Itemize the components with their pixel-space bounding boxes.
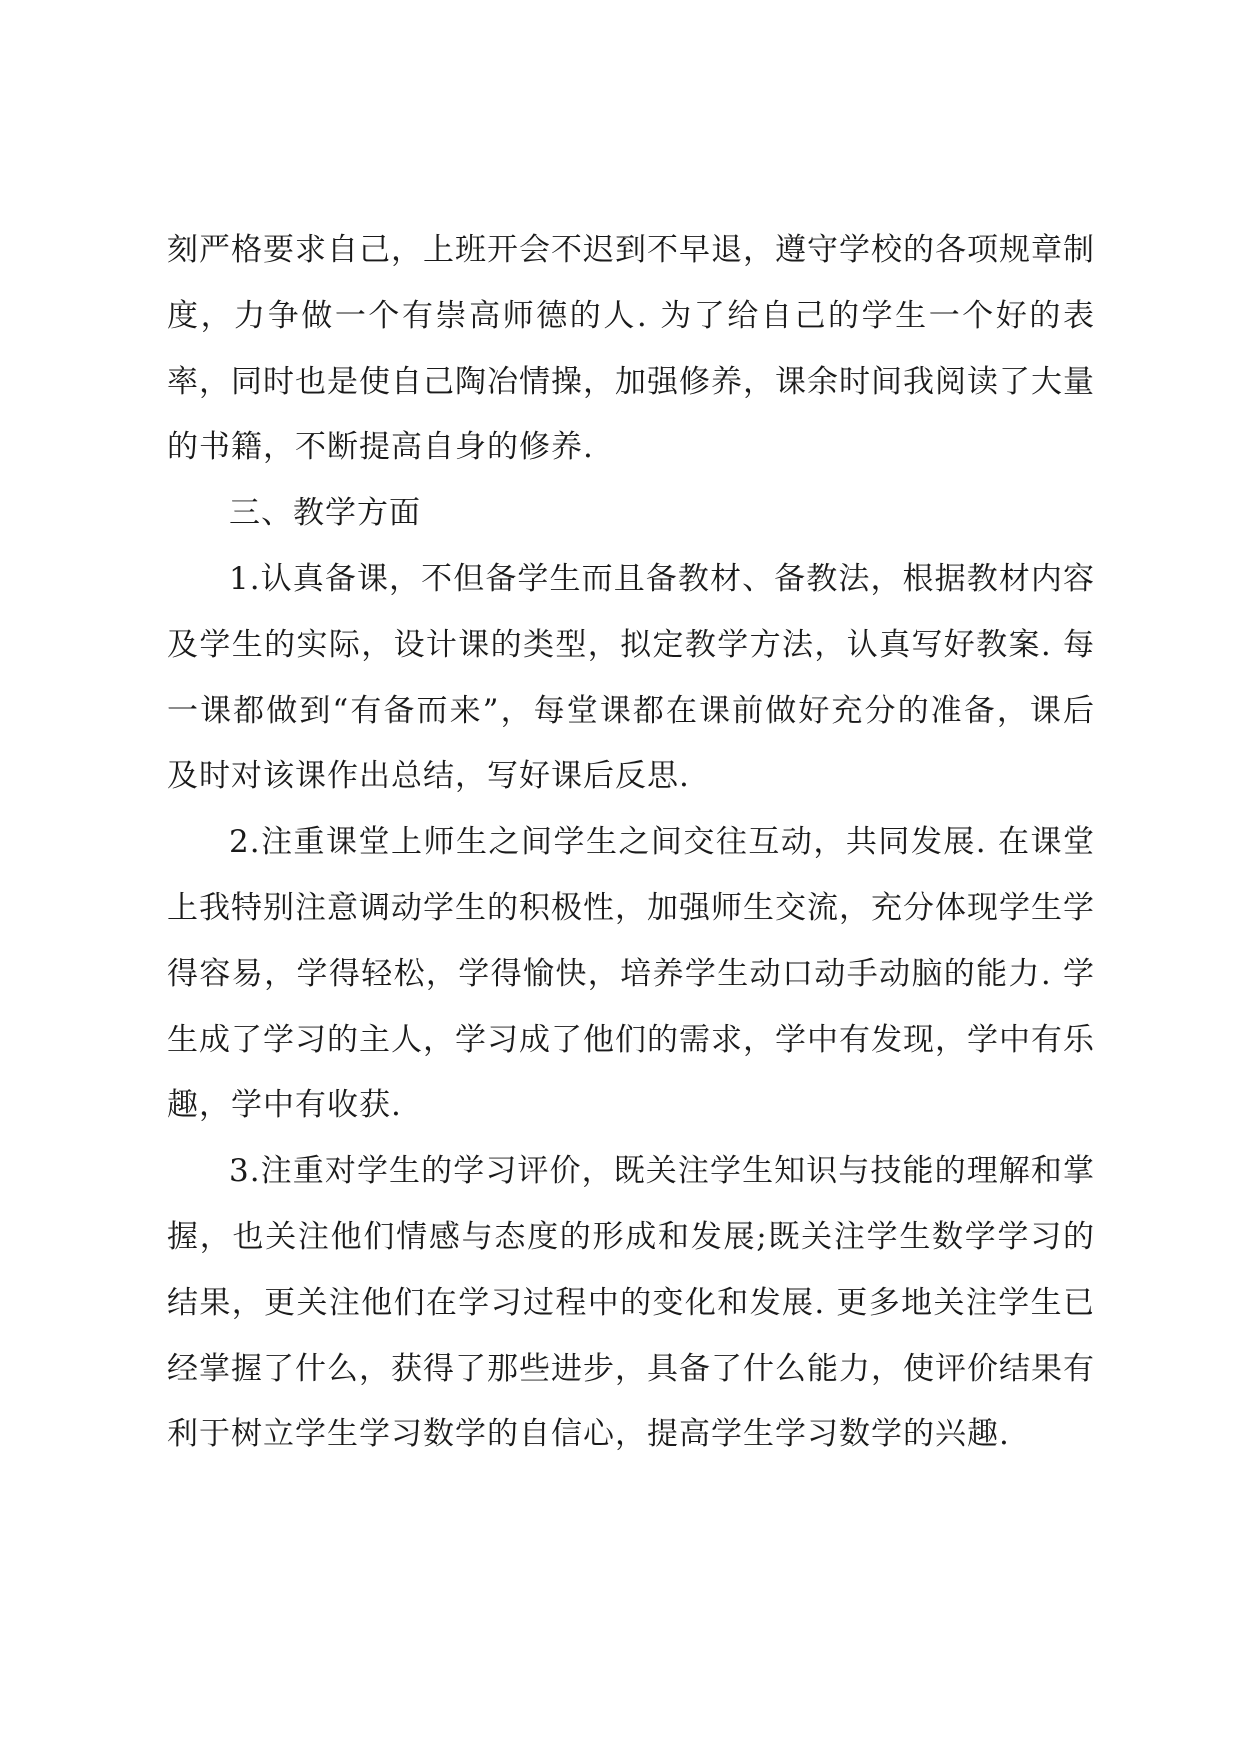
paragraph-item-2: 2.注重课堂上师生之间学生之间交往互动，共同发展. 在课堂上我特别注意调动学生的积极性，加强师生交流，充分体现学生学得容易，学得轻松，学得愉快，培养学生动口动手动脑的能力. 学生成了学习的主人，学习成了他们的需求，学中有发现，学中有乐趣，学中有收获. xyxy=(167,824,1095,1124)
section-heading: 三、教学方面 xyxy=(229,495,421,532)
paragraph-continuation: 刻严格要求自己，上班开会不迟到不早退，遵守学校的各项规章制度，力争做一个有崇高师德的人. 为了给自己的学生一个好的表率，同时也是使自己陶冶情操，加强修养，课余时间我阅读了大量的书籍，不断提高自身的修养. xyxy=(167,232,1095,466)
document-body xyxy=(167,218,1095,1468)
paragraph-item-1: 1.认真备课，不但备学生而且备教材、备教法，根据教材内容及学生的实际，设计课的类型，拟定教学方法，认真写好教案. 每一课都做到“有备而来”，每堂课都在课前做好充分的准备，课后及时对该课作出总结，写好课后反思. xyxy=(167,560,1095,795)
paragraph-item-3: 3.注重对学生的学习评价，既关注学生知识与技能的理解和掌握，也关注他们情感与态度的形成和发展;既关注学生数学学习的结果，更关注他们在学习过程中的变化和发展. 更多地关注学生已经掌握了什么，获得了那些进步，具备了什么能力，使评价结果有利于树立学生学习数学的自信心，提高学生学习数学的兴趣. xyxy=(167,1153,1095,1453)
